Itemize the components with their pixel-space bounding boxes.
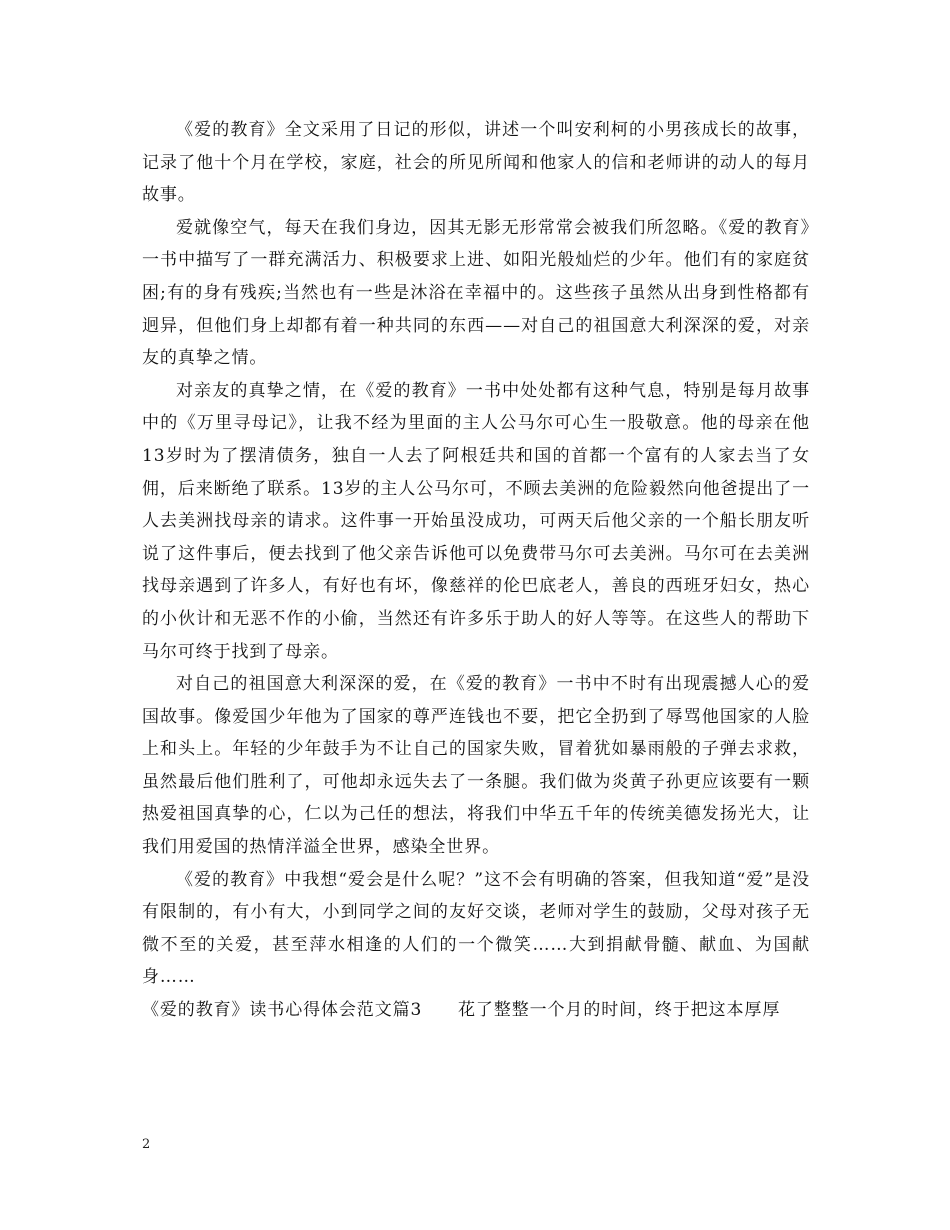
paragraph-love-like-air: 爱就像空气，每天在我们身边，因其无影无形常常会被我们所忽略。《爱的教育》一书中描写了一群充满活力、积极要求上进、如阳光般灿烂的少年。他们有的家庭贫困;有的身有残疾;当然也有一些是沐浴在幸福中的。这些孩子虽然从出身到性格都有迥异，但他们身上却都有着一种共同的东西——对自己的祖国意大利深深的爱，对亲友的真挚之情。 <box>142 217 810 369</box>
article-body <box>142 114 810 1027</box>
paragraph-essay-3-start: 《爱的教育》读书心得体会范文篇3 花了整整一个月的时间，终于把这本厚厚 <box>142 1000 781 1021</box>
paragraph-patriotism: 对自己的祖国意大利深深的爱，在《爱的教育》一书中不时有出现震撼人心的爱国故事。像爱国少年他为了国家的尊严连钱也不要，把它全扔到了辱骂他国家的人脸上和头上。年轻的少年鼓手为不让自己的国家失败，冒着犹如暴雨般的子弹去求救，虽然最后他们胜利了，可他却永远失去了一条腿。我们做为炎黄子孙更应该要有一颗热爱祖国真挚的心，仁以为己任的想法，将我们中华五千年的传统美德发扬光大，让我们用爱国的热情洋溢全世界，感染全世界。 <box>142 674 810 858</box>
page-number: 2 <box>142 1137 151 1152</box>
paragraph-intro: 《爱的教育》全文采用了日记的形似，讲述一个叫安利柯的小男孩成长的故事，记录了他十个月在学校，家庭，社会的所见所闻和他家人的信和老师讲的动人的每月故事。 <box>142 120 810 206</box>
paragraph-what-is-love: 《爱的教育》中我想“爱会是什么呢？”这不会有明确的答案，但我知道“爱”是没有限制的，有小有大，小到同学之间的友好交谈，老师对学生的鼓励，父母对孩子无微不至的关爱，甚至萍水相逢的人们的一个微笑……大到捐献骨髓、献血、为国献身…… <box>142 869 810 988</box>
paragraph-friendship: 对亲友的真挚之情，在《爱的教育》一书中处处都有这种气息，特别是每月故事中的《万里寻母记》，让我不经为里面的主人公马尔可心生一股敬意。他的母亲在他13岁时为了摆清债务，独自一人去了阿根廷共和国的首都一个富有的人家去当了女佣，后来断绝了联系。13岁的主人公马尔可，不顾去美洲的危险毅然向他爸提出了一人去美洲找母亲的请求。这件事一开始虽没成功，可两天后他父亲的一个船长朋友听说了这件事后，便去找到了他父亲告诉他可以免费带马尔可去美洲。马尔可在去美洲找母亲遇到了许多人，有好也有坏，像慈祥的伦巴底老人，善良的西班牙妇女，热心的小伙计和无恶不作的小偷，当然还有许多乐于助人的好人等等。在这些人的帮助下马尔可终于找到了母亲。 <box>142 380 810 662</box>
